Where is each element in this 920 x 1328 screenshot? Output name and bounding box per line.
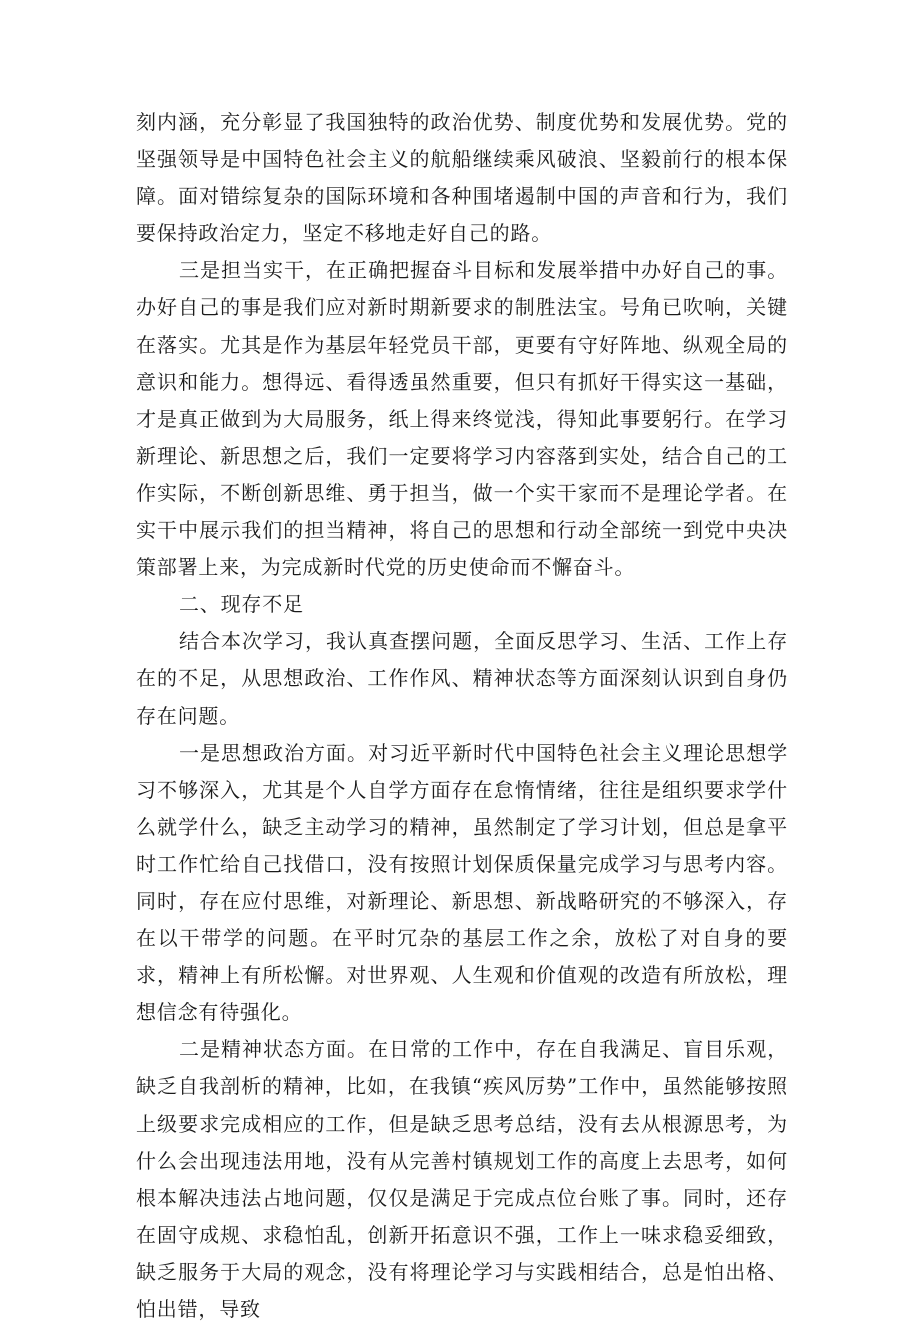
paragraph-continuation: 刻内涵，充分彰显了我国独特的政治优势、制度优势和发展优势。党的坚强领导是中国特色社会主义的航船继续乘风破浪、坚毅前行的根本保障。面对错综复杂的国际环境和各种围堵遏制中国的声音和行为，我们要保持政治定力，坚定不移地走好自己的路。: [136, 110, 788, 246]
paragraph-point-three: 三是担当实干，在正确把握奋斗目标和发展举措中办好自己的事。办好自己的事是我们应对新时期新要求的制胜法宝。号角已吹响，关键在落实。尤其是作为基层年轻党员干部，更要有守好阵地、纵观全局的意识和能力。想得远、看得透虽然重要，但只有抓好干得实这一基础，才是真正做到为大局服务，纸上得来终觉浅，得知此事要躬行。在学习新理论、新思想之后，我们一定要将学习内容落到实处，结合自己的工作实际，不断创新思维、勇于担当，做一个实干家而不是理论学者。在实干中展示我们的担当精神，将自己的思想和行动全部统一到党中央决策部署上来，为完成新时代党的历史使命而不懈奋斗。: [136, 258, 788, 580]
document-body: [136, 104, 788, 1328]
section-heading: 二、现存不足: [179, 592, 304, 617]
paragraph-intro: 结合本次学习，我认真查摆问题，全面反思学习、生活、工作上存在的不足，从思想政治、工作作风、精神状态等方面深刻认识到自身仍存在问题。: [136, 629, 788, 728]
paragraph-point-one: 一是思想政治方面。对习近平新时代中国特色社会主义理论思想学习不够深入，尤其是个人自学方面存在怠惰情绪，往往是组织要求学什么就学什么，缺乏主动学习的精神，虽然制定了学习计划，但总是拿平时工作忙给自己找借口，没有按照计划保质保量完成学习与思考内容。同时，存在应付思维，对新理论、新思想、新战略研究的不够深入，存在以干带学的问题。在平时冗杂的基层工作之余，放松了对自身的要求，精神上有所松懈。对世界观、人生观和价值观的改造有所放松，理想信念有待强化。: [136, 740, 788, 1025]
paragraph-point-two: 二是精神状态方面。在日常的工作中，存在自我满足、盲目乐观，缺乏自我剖析的精神，比如，在我镇“疾风厉势”工作中，虽然能够按照上级要求完成相应的工作，但是缺乏思考总结，没有去从根源思考，为什么会出现违法用地，没有从完善村镇规划工作的高度上去思考，如何根本解决违法占地问题，仅仅是满足于完成点位台账了事。同时，还存在固守成规、求稳怕乱，创新开拓意识不强，工作上一味求稳妥细致，缺乏服务于大局的观念，没有将理论学习与实践相结合，总是怕出格、怕出错，导致: [136, 1037, 788, 1321]
